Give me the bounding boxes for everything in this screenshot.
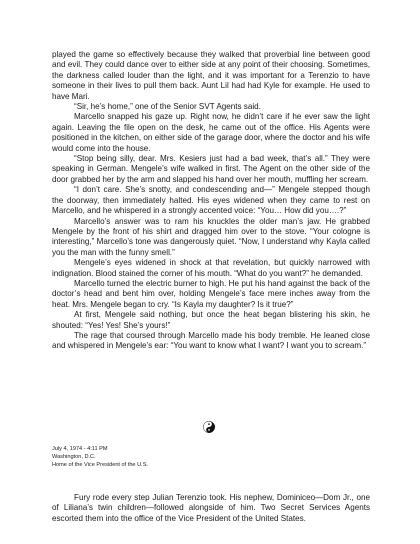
paragraph: “Sir, he’s home,” one of the Senior SVT Agents said.: [74, 102, 261, 112]
paragraph: The rage that coursed through Marcello made his body tremble. He leaned close and whispered in Mengele’s ear: “You want to know what I want? I want you to scream.”: [52, 330, 370, 351]
scene-dateline: [52, 446, 352, 469]
paragraph: Marcello snapped his gaze up. Right now, he didn’t care if he ever saw the light again. Leaving the file open on the desk, he came out of the office. His Agents were positioned in the kitchen, on either side of the garage door, where the doctor and his wife would come into the house.: [52, 112, 370, 153]
paragraph: “Stop being silly, dear. Mrs. Kesiers just had a bad week, that’s all.” They were speaking in German. Mengele’s wife walked in first. The Agent on the other side of the door grabbed her by the arm and slapped his hand over her mouth, muffling her scream.: [52, 154, 370, 184]
body-text-section-2: [52, 493, 370, 524]
dateline-place: Washington, D.C.: [52, 453, 96, 460]
paragraph: Fury rode every step Julian Terenzio took. His nephew, Dominiceo—Dom Jr., one of Liliana’s twin children—followed alongside of him. Two Secret Services Agents escorted them into the office of the Vice President of the United States.: [52, 493, 370, 523]
paragraph: Marcello’s answer was to ram his knuckles the older man’s jaw. He grabbed Mengele by the front of his shirt and dragged him over to the stove. “Your cologne is interesting,” Marcello’s tone was dangerously quiet. “Now, I understand why Kayla called you the man with the funny smell.”: [52, 216, 370, 257]
yin-yang-icon: [203, 421, 215, 433]
dateline-location: Home of the Vice President of the U.S.: [52, 461, 148, 468]
paragraph: “I don’t care. She’s snotty, and condescending and—” Mengele stepped though the doorway, then immediately halted. His eyes widened when they came to rest on Marcello, and he whispered in a strongly accented voice: “You… How did you….?”: [52, 185, 370, 216]
dateline-time: July 4, 1974 - 4:11 PM: [52, 446, 108, 452]
body-text: [52, 50, 370, 352]
paragraph: Marcello turned the electric burner to high. He put his hand against the back of the doctor’s head and bent him over, holding Mengele’s face mere inches away from the heat. Mrs. Mengele began to cry. “Is Kayla my daughter? Is it true?”: [52, 278, 370, 309]
paragraph: At first, Mengele said nothing, but once the heat began blistering his skin, he shouted: “Yes! Yes! She’s yours!”: [52, 310, 370, 330]
paragraph: played the game so effectively because they walked that proverbial line between good and evil. They could dance over to either side at any point of their choosing. Sometimes, the darkness called louder than the light, and it was important for a Terenzio to have someone in their lives to pull them back. Aunt Lil had had Kyle for example. He used to have Mari.: [52, 50, 370, 101]
paragraph: Mengele’s eyes widened in shock at that revelation, but quickly narrowed with indignation. Blood stained the corner of his mouth. “What do you want?” he demanded.: [52, 258, 370, 278]
